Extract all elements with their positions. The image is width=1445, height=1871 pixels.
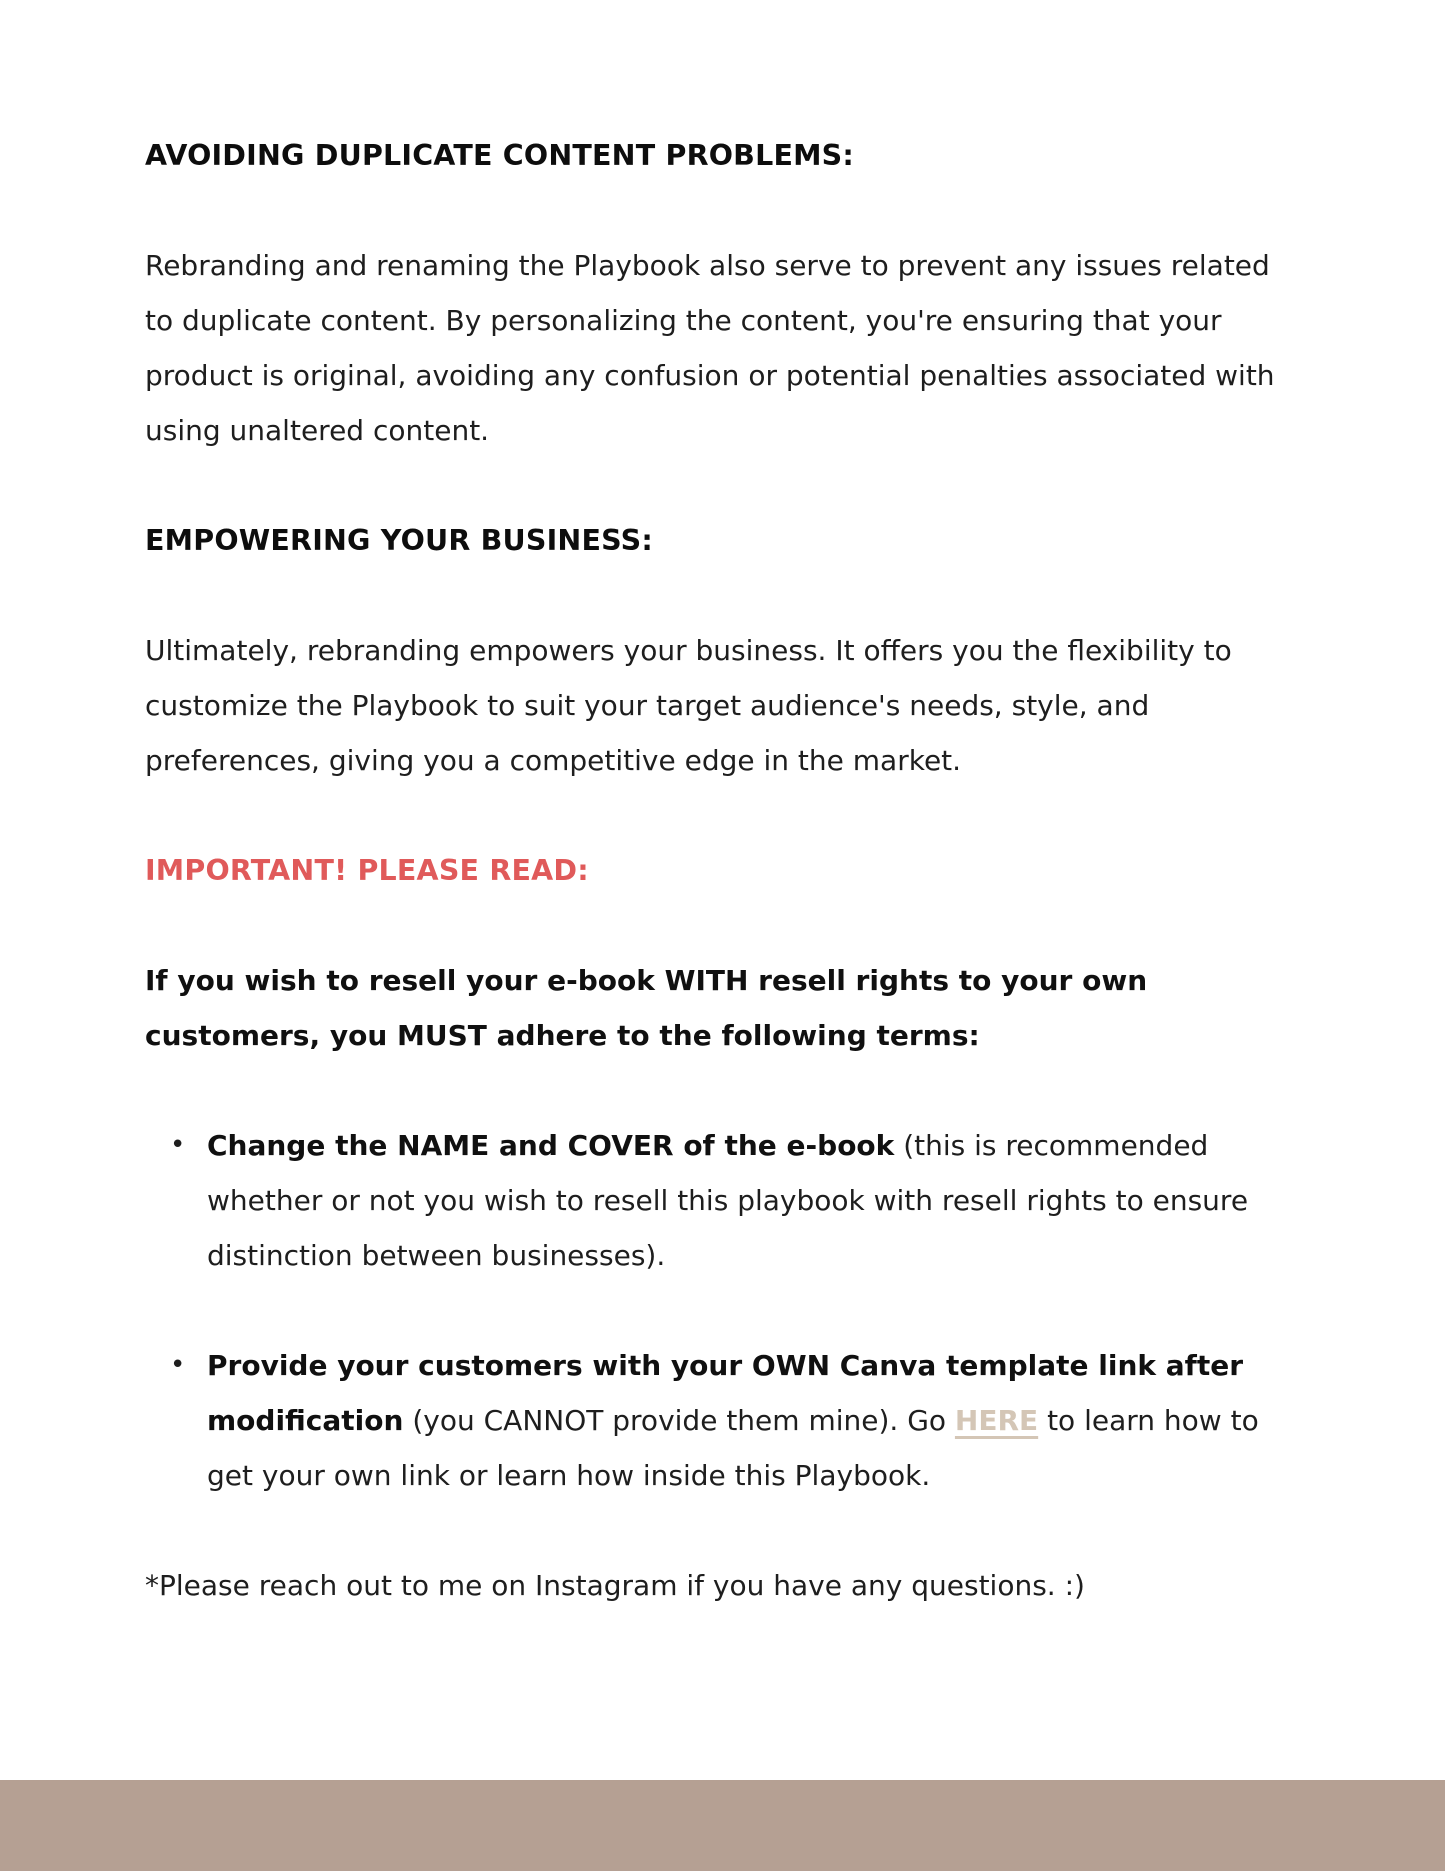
footer-note: *Please reach out to me on Instagram if you have any questions. :) — [145, 1569, 1085, 1602]
term-item-change-name-cover — [145, 1118, 1300, 1283]
bullet-icon: • — [170, 1130, 186, 1160]
paragraph-empowering-business: Ultimately, rebranding empowers your business. It offers you the flexibility to customize the Playbook to suit your target audience's needs, style, and preferences, giving you a competitive edge in the market. — [145, 634, 1232, 777]
heading-avoiding-duplicate-content: AVOIDING DUPLICATE CONTENT PROBLEMS: — [145, 139, 854, 172]
terms-list — [145, 1118, 1300, 1503]
important-intro: If you wish to resell your e-book WITH resell rights to your own customers, you MUST adhere to the following terms: — [145, 964, 1148, 1052]
paragraph-duplicate-content: Rebranding and renaming the Playbook also serve to prevent any issues related to duplicate content. By personalizing the content, you're ensuring that your product is original, avoiding any confusion or potential penalties associated with using unaltered content. — [145, 249, 1275, 447]
heading-empowering-business: EMPOWERING YOUR BUSINESS: — [145, 524, 653, 557]
heading-important-please-read: IMPORTANT! PLEASE READ: — [145, 854, 589, 887]
term-bold-text: Change the NAME and COVER of the e-book — [207, 1129, 895, 1162]
footer-bar — [0, 1780, 1445, 1871]
term-item-own-canva-link — [145, 1338, 1300, 1503]
here-link[interactable]: HERE — [954, 1404, 1039, 1437]
term-rest-text: (you CANNOT provide them mine). Go — [403, 1404, 955, 1437]
bullet-icon: • — [170, 1350, 186, 1380]
term-rest-text: (this is recommended whether or not you wish to resell this playbook with resell rights to ensure distinction between businesses). — [207, 1129, 1249, 1272]
term-rest-text: to learn how to get your own link or learn how inside this Playbook. — [207, 1404, 1259, 1492]
term-bold-text: Provide your customers with your OWN Canva template link after modification — [207, 1349, 1243, 1437]
